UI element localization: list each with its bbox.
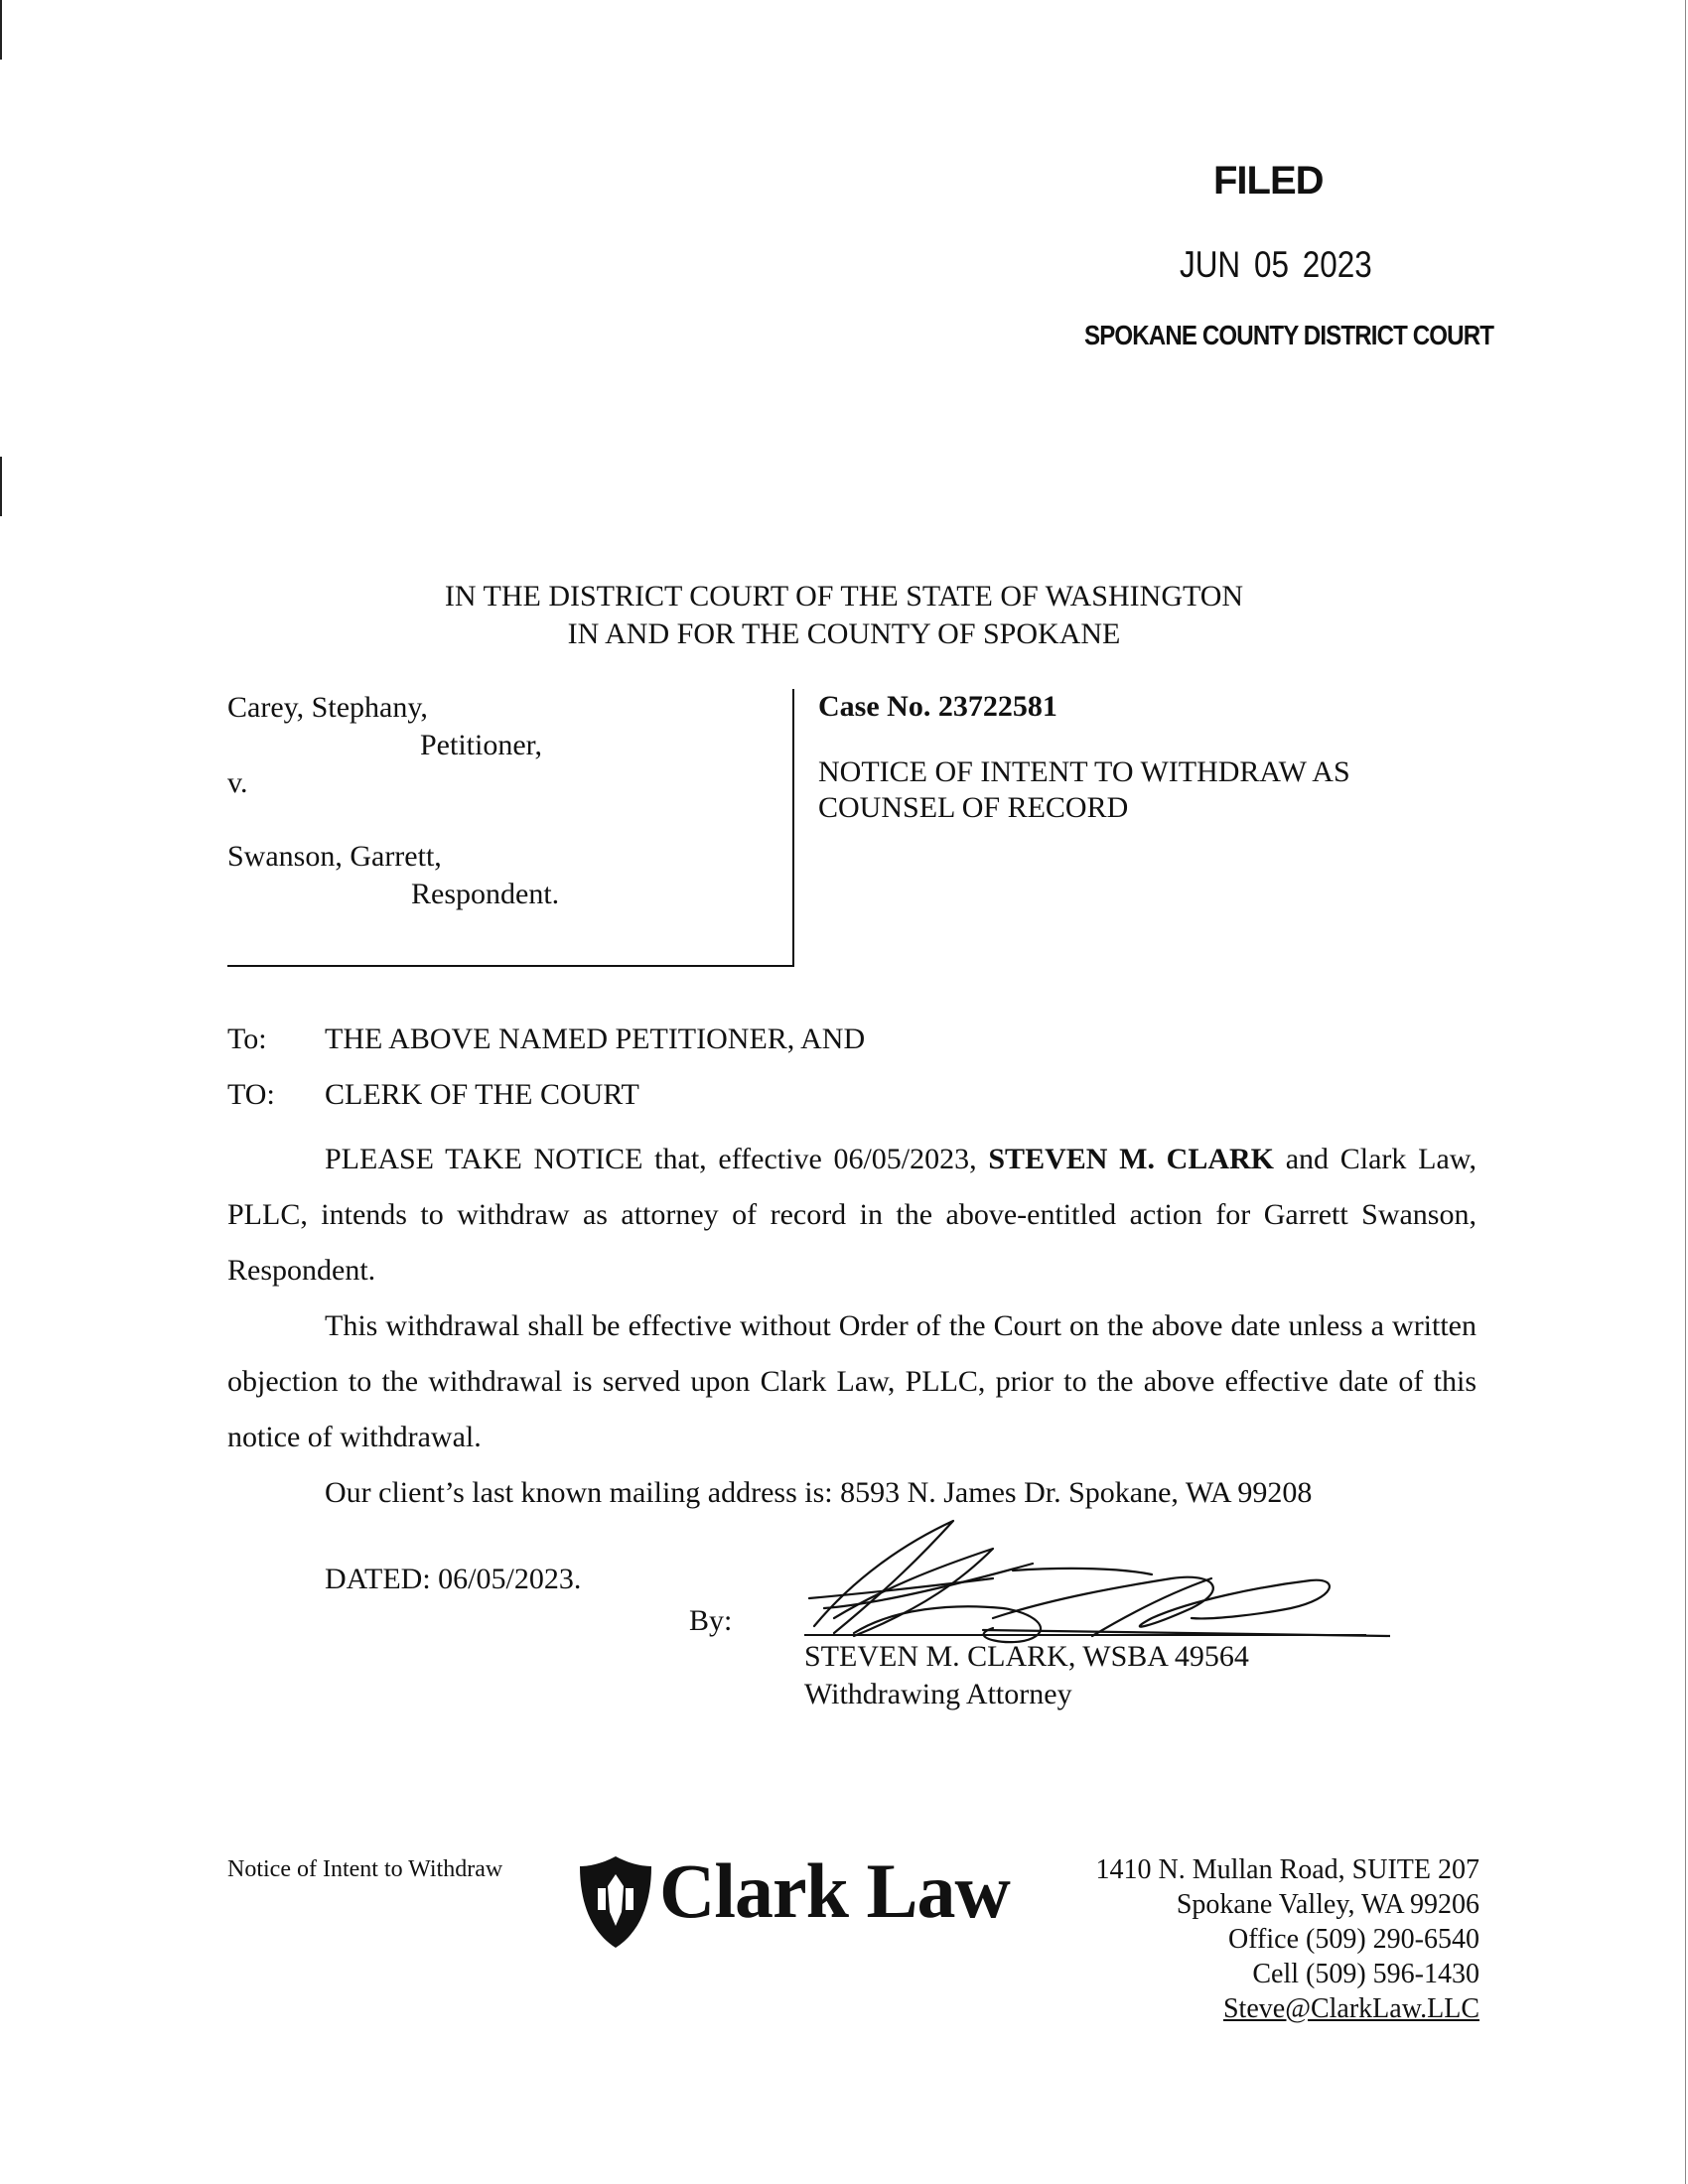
notice-body [227, 1132, 1477, 1521]
caption-divider [227, 965, 794, 967]
cell-phone: Cell (509) 596-1430 [1252, 1959, 1479, 1989]
scan-edge-right [1685, 0, 1686, 2184]
attorney-name-bold: STEVEN M. CLARK [988, 1143, 1275, 1175]
court-heading-line: IN AND FOR THE COUNTY OF SPOKANE [567, 617, 1121, 650]
body-paragraph: Our client’s last known mailing address is: 8593 N. James Dr. Spokane, WA 99208 [325, 1476, 1313, 1509]
body-paragraph: PLEASE TAKE NOTICE that, effective 06/05/2023, STEVEN M. CLARK and Clark Law, PLLC, intends to withdraw as attorney of record in the above-entitled action for Garrett Swanson, Respondent. [227, 1143, 1477, 1287]
office-phone: Office (509) 290-6540 [1228, 1924, 1479, 1955]
case-caption-title [818, 689, 1350, 826]
court-heading [0, 578, 1688, 653]
scan-edge-left [0, 0, 2, 60]
firm-contact-block [1095, 1852, 1479, 2026]
versus: v. [227, 766, 248, 799]
addressee-value: CLERK OF THE COURT [325, 1078, 639, 1111]
addressee-label: To: [227, 1023, 267, 1055]
addressee-label: TO: [227, 1078, 275, 1111]
signer-block [804, 1638, 1249, 1713]
by-label: By: [689, 1604, 733, 1637]
case-caption-parties [227, 689, 559, 913]
addressee-line [227, 1023, 865, 1056]
dated-line: DATED: 06/05/2023. [325, 1563, 582, 1595]
document-title: NOTICE OF INTENT TO WITHDRAW AS [818, 755, 1350, 788]
filed-stamp-court: SPOKANE COUNTY DISTRICT COURT [1084, 320, 1494, 350]
firm-address: Spokane Valley, WA 99206 [1176, 1889, 1479, 1920]
respondent-name: Swanson, Garrett, [227, 840, 442, 873]
addressee-line [227, 1078, 639, 1112]
signature-line [804, 1634, 1366, 1636]
respondent-role: Respondent. [411, 878, 560, 910]
addressee-value: THE ABOVE NAMED PETITIONER, AND [325, 1023, 866, 1055]
filed-stamp-date: JUN 05 2023 [1180, 244, 1372, 285]
filed-stamp: FILED [1213, 159, 1324, 203]
footer-document-title: Notice of Intent to Withdraw [227, 1856, 503, 1882]
email-link[interactable]: Steve@ClarkLaw.LLC [1222, 1993, 1479, 2024]
shield-icon [576, 1852, 655, 1952]
caption-divider [792, 689, 794, 967]
document-title: COUNSEL OF RECORD [818, 791, 1129, 824]
petitioner-role: Petitioner, [420, 729, 542, 761]
court-heading-line: IN THE DISTRICT COURT OF THE STATE OF WASHINGTON [444, 580, 1244, 613]
petitioner-name: Carey, Stephany, [227, 691, 428, 724]
scan-edge-left [0, 457, 2, 516]
firm-logo-text: Clark Law [659, 1847, 1010, 1934]
case-number: Case No. 23722581 [818, 690, 1057, 723]
signer-name: STEVEN M. CLARK, WSBA 49564 [804, 1640, 1249, 1673]
firm-address: 1410 N. Mullan Road, SUITE 207 [1095, 1854, 1479, 1885]
signer-title: Withdrawing Attorney [804, 1678, 1072, 1710]
body-paragraph: This withdrawal shall be effective without Order of the Court on the above date unless a written objection to the withdrawal is served upon Clark Law, PLLC, prior to the above effective date of this notice of withdrawal. [227, 1309, 1477, 1453]
